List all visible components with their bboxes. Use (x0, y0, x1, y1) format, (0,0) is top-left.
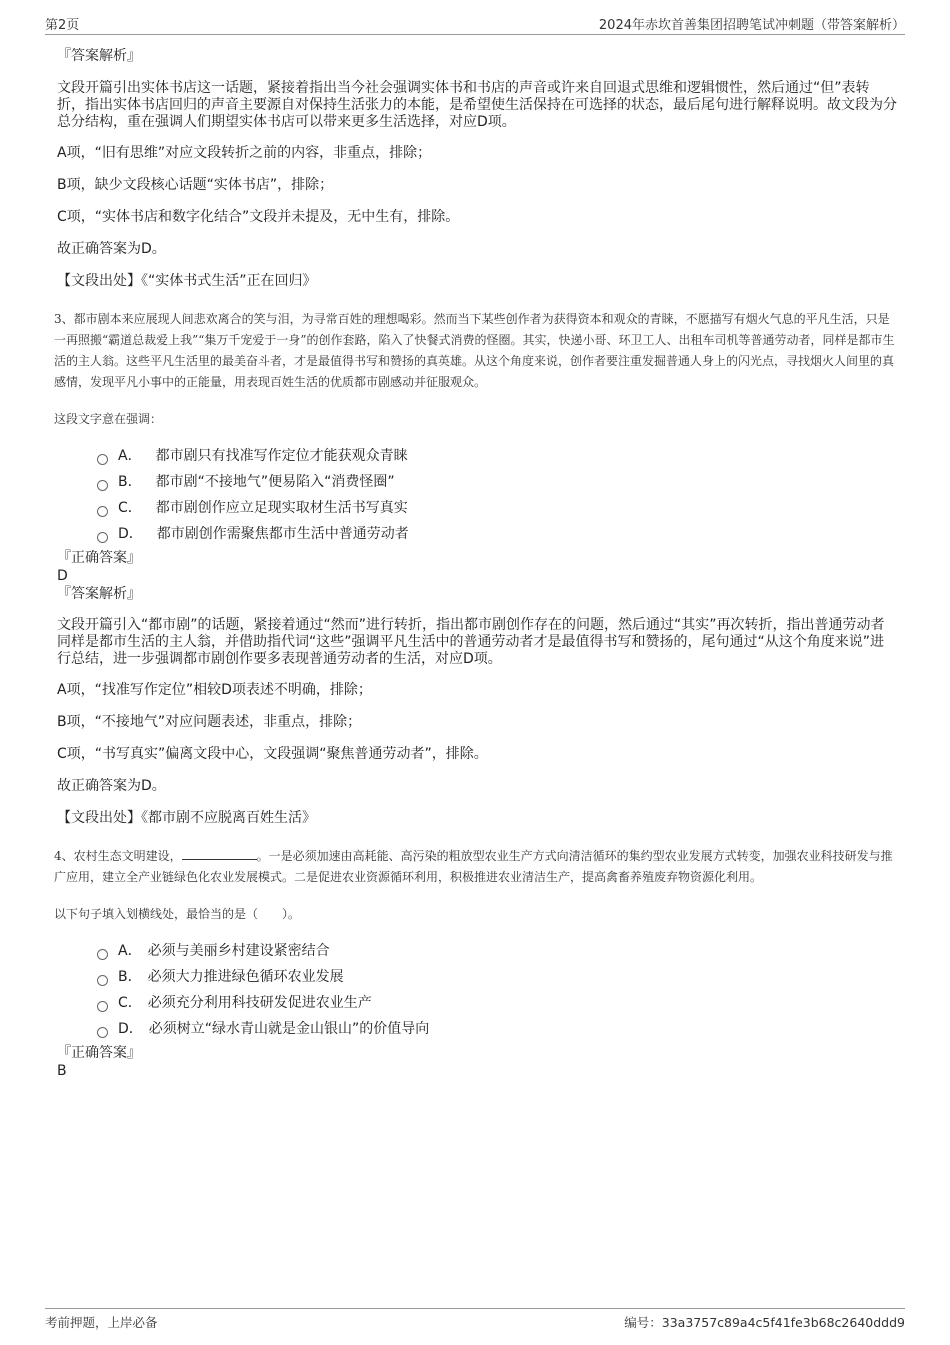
option-b[interactable]: B． 必须大力推进绿色循环农业发展 (97, 964, 897, 990)
option-d[interactable]: D． 必须树立“绿水青山就是金山银山”的价值导向 (97, 1016, 897, 1042)
radio-icon[interactable] (97, 454, 108, 465)
analysis-conclusion: 故正确答案为D。 (57, 241, 166, 257)
radio-icon[interactable] (97, 480, 108, 491)
option-a[interactable]: A． 必须与美丽乡村建设紧密结合 (97, 938, 897, 964)
correct-answer: B (57, 1063, 67, 1079)
correct-answer: D (57, 568, 68, 584)
correct-answer-label: 『正确答案』 (57, 1045, 141, 1061)
option-list (97, 938, 897, 1042)
question-prompt: 以下句子填入划横线处，最恰当的是（ ）。 (54, 907, 301, 921)
radio-icon[interactable] (97, 1027, 108, 1038)
radio-icon[interactable] (97, 975, 108, 986)
question-prompt: 这段文字意在强调： (54, 412, 163, 426)
analysis-label: 『答案解析』 (57, 586, 141, 602)
question-text-after: 。一是必须加速由高耗能、高污染的粗放型农业生产方式向清洁循环的集约型农业发展方式转变，加强农业科技研发与推广应用，建立全产业链绿色化农业发展模式。二是促进农业资源循环利用，积极推进农业清洁生产，提高禽畜养殖废弃物资源化利用。 (54, 849, 893, 884)
analysis-option-a: A项，“旧有思维”对应文段转折之前的内容，非重点，排除； (57, 145, 432, 161)
question-3 (54, 309, 897, 393)
radio-icon[interactable] (97, 532, 108, 543)
analysis-option-a: A项，“找准写作定位”相较D项表述不明确，排除； (57, 682, 372, 698)
option-c[interactable]: C． 都市剧创作应立足现实取材生活书写真实 (97, 495, 897, 521)
analysis-text: 文段开篇引出实体书店这一话题，紧接着指出当今社会强调实体书和书店的声音或许来自回退式思维和逻辑惯性，然后通过“但”表转折，指出实体书店回归的声音主要源自对保持生活张力的本能，是希望使生活保持在可选择的状态，最后尾句进行解释说明。故文段为分总分结构，重在强调人们期望实体书店可以带来更多生活选择，对应D项。 (57, 80, 897, 130)
analysis-option-b: B项，缺少文段核心话题“实体书店”，排除； (57, 177, 334, 193)
page-number: 第2页 (45, 18, 80, 33)
question-4 (54, 846, 897, 888)
passage-source: 【文段出处】《“实体书式生活”正在回归》 (57, 273, 317, 289)
correct-answer-label: 『正确答案』 (57, 550, 141, 566)
option-list (97, 443, 897, 547)
radio-icon[interactable] (97, 949, 108, 960)
radio-icon[interactable] (97, 1001, 108, 1012)
question-number: 3、 (54, 312, 74, 326)
question-number: 4、 (54, 849, 74, 863)
page-footer (45, 1308, 905, 1333)
analysis-option-c: C项，“书写真实”偏离文段中心，文段强调“聚焦普通劳动者”，排除。 (57, 746, 488, 762)
fill-blank (182, 847, 257, 860)
option-c[interactable]: C． 必须充分利用科技研发促进农业生产 (97, 990, 897, 1016)
option-a[interactable]: A． 都市剧只有找准写作定位才能获观众青睐 (97, 443, 897, 469)
option-d[interactable]: D． 都市剧创作需聚焦都市生活中普通劳动者 (97, 521, 897, 547)
analysis-option-c: C项，“实体书店和数字化结合”文段并未提及，无中生有，排除。 (57, 209, 460, 225)
passage-source: 【文段出处】《都市剧不应脱离百姓生活》 (57, 810, 316, 826)
analysis-label: 『答案解析』 (57, 48, 141, 64)
radio-icon[interactable] (97, 506, 108, 517)
option-b[interactable]: B． 都市剧“不接地气”便易陷入“消费怪圈” (97, 469, 897, 495)
main-content (54, 46, 897, 1080)
analysis-option-b: B项，“不接地气”对应问题表述，非重点，排除； (57, 714, 362, 730)
question-text-before: 农村生态文明建设， (73, 849, 182, 863)
page-header (45, 14, 905, 35)
document-title: 2024年赤坎首善集团招聘笔试冲刺题（带答案解析） (598, 18, 905, 33)
document-code: 编号：33a3757c89a4c5f41fe3b68c2640ddd9 (624, 1315, 905, 1330)
question-text: 都市剧本来应展现人间悲欢离合的笑与泪，为寻常百姓的理想喝彩。然而当下某些创作者为获得资本和观众的青睐，不愿描写有烟火气息的平凡生活，只是一再照搬“霸道总裁爱上我”“集万千宠爱于一身”的创作套路，陷入了快餐式消费的怪圈。其实，快递小哥、环卫工人、出租车司机等普通劳动者，同样是都市生活的主人翁。这些平凡生活里的最美奋斗者，才是最值得书写和赞扬的真英雄。从这个角度来说，创作者要注重发掘普通人身上的闪光点，寻找烟火人间里的真感情，发现平凡小事中的正能量，用表现百姓生活的优质都市剧感动并征服观众。 (54, 312, 895, 389)
analysis-text: 文段开篇引入“都市剧”的话题，紧接着通过“然而”进行转折，指出都市剧创作存在的问题，然后通过“其实”再次转折，指出普通劳动者同样是都市生活的主人翁，并借助指代词“这些”强调平凡生活中的普通劳动者才是最值得书写和赞扬的，尾句通过“从这个角度来说”进行总结，进一步强调都市剧创作要多表现普通劳动者的生活，对应D项。 (57, 617, 885, 667)
footer-slogan: 考前押题，上岸必备 (45, 1315, 158, 1330)
analysis-conclusion: 故正确答案为D。 (57, 778, 166, 794)
